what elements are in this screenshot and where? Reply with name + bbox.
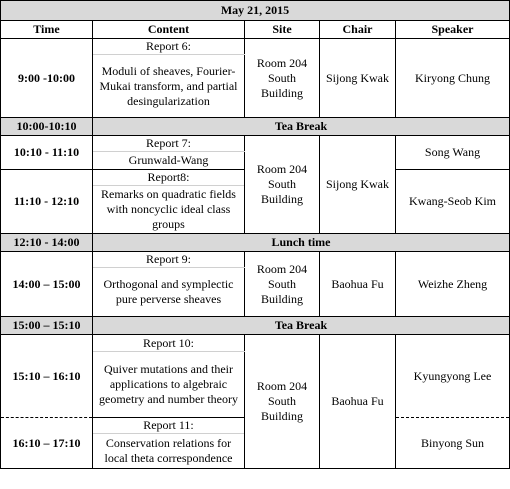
content-column-header: Content bbox=[93, 21, 245, 39]
lunch-label: Lunch time bbox=[93, 234, 510, 252]
table-row bbox=[1, 136, 510, 152]
chair-column-header: Chair bbox=[320, 21, 396, 39]
site-column-header: Site bbox=[245, 21, 320, 39]
break-label: Tea Break bbox=[93, 118, 510, 136]
session-time: 16:10 – 17:10 bbox=[1, 418, 93, 469]
lunch-row bbox=[1, 234, 510, 252]
report-number: Report 6: bbox=[93, 39, 245, 55]
report-number: Report8: bbox=[93, 170, 245, 186]
break-time: 15:00 – 15:10 bbox=[1, 317, 93, 335]
session-time: 14:00 – 15:00 bbox=[1, 252, 93, 317]
session-time: 10:10 - 11:10 bbox=[1, 136, 93, 170]
session-speaker: Binyong Sun bbox=[396, 418, 510, 469]
session-site: Room 204 South Building bbox=[245, 335, 320, 469]
talk-title: Orthogonal and symplectic pure perverse sheaves bbox=[93, 268, 245, 317]
report-number: Report 7: bbox=[93, 136, 245, 152]
date-header: May 21, 2015 bbox=[1, 1, 510, 21]
session-site: Room 204 South Building bbox=[245, 136, 320, 234]
session-speaker: Kwang-Seob Kim bbox=[396, 170, 510, 234]
session-time: 15:10 – 16:10 bbox=[1, 335, 93, 418]
table-row bbox=[1, 335, 510, 352]
session-speaker: Kiryong Chung bbox=[396, 39, 510, 118]
talk-title: Quiver mutations and their applications to algebraic geometry and number theory bbox=[93, 352, 245, 418]
talk-title: Remarks on quadratic fields with noncyclic ideal class groups bbox=[93, 186, 245, 234]
session-chair: Baohua Fu bbox=[320, 252, 396, 317]
session-chair: Baohua Fu bbox=[320, 335, 396, 469]
session-speaker: Song Wang bbox=[396, 136, 510, 170]
column-header-row bbox=[1, 21, 510, 39]
date-row bbox=[1, 1, 510, 21]
session-speaker: Kyungyong Lee bbox=[396, 335, 510, 418]
talk-title: Conservation relations for local theta correspondence bbox=[93, 434, 245, 469]
table-row bbox=[1, 252, 510, 268]
break-row bbox=[1, 118, 510, 136]
session-time: 9:00 -10:00 bbox=[1, 39, 93, 118]
session-time: 11:10 - 12:10 bbox=[1, 170, 93, 234]
report-number: Report 9: bbox=[93, 252, 245, 268]
speaker-column-header: Speaker bbox=[396, 21, 510, 39]
session-speaker: Weizhe Zheng bbox=[396, 252, 510, 317]
session-chair: Sijong Kwak bbox=[320, 39, 396, 118]
lunch-time: 12:10 - 14:00 bbox=[1, 234, 93, 252]
break-row bbox=[1, 317, 510, 335]
table-row bbox=[1, 39, 510, 55]
session-chair: Sijong Kwak bbox=[320, 136, 396, 234]
talk-title: Moduli of sheaves, Fourier-Mukai transform, and partial desingularization bbox=[93, 55, 245, 118]
report-number: Report 10: bbox=[93, 335, 245, 352]
report-number: Report 11: bbox=[93, 418, 245, 434]
break-label: Tea Break bbox=[93, 317, 510, 335]
session-site: Room 204 South Building bbox=[245, 252, 320, 317]
break-time: 10:00-10:10 bbox=[1, 118, 93, 136]
talk-title: Grunwald-Wang bbox=[93, 152, 245, 170]
time-column-header: Time bbox=[1, 21, 93, 39]
session-site: Room 204 South Building bbox=[245, 39, 320, 118]
